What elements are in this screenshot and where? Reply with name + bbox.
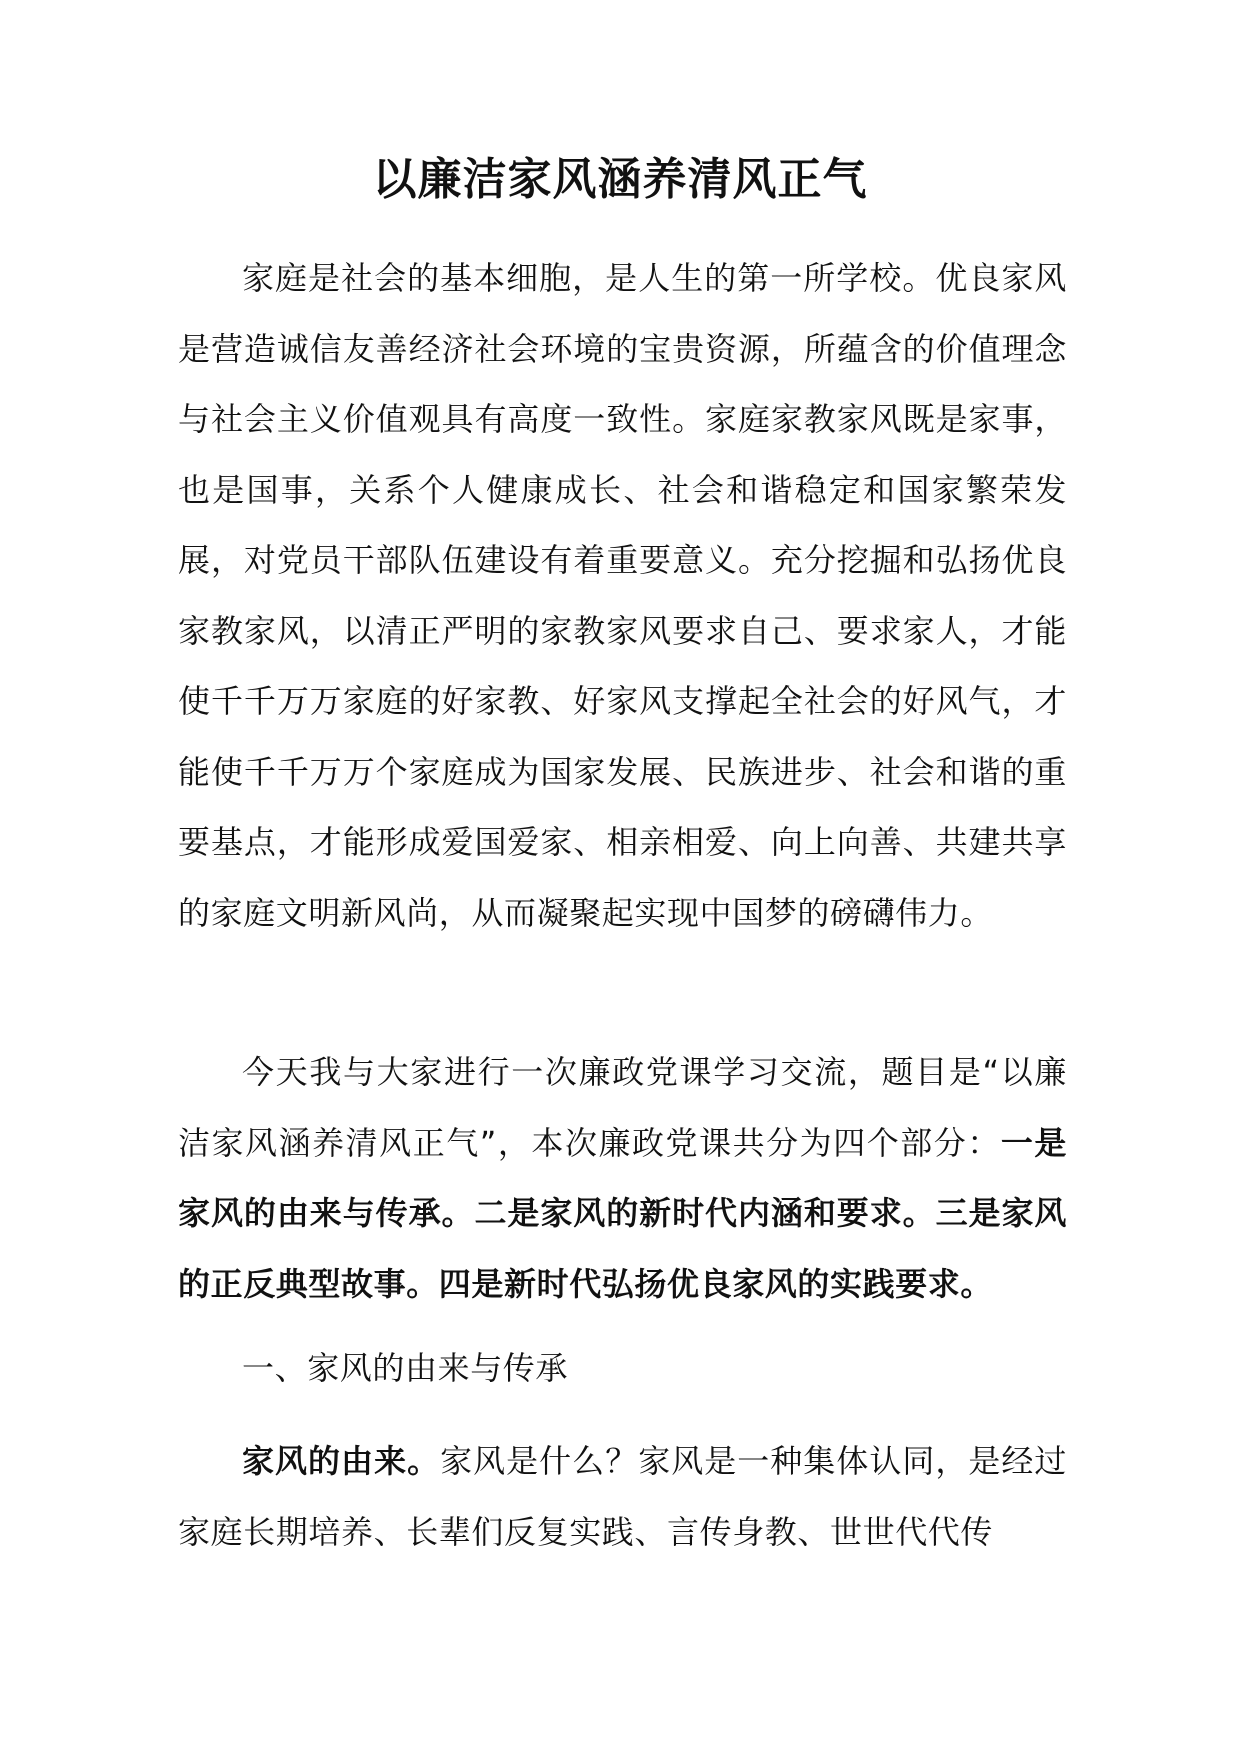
- section-paragraph-lead: 家风的由来。: [242, 1442, 441, 1480]
- section-heading: 一、家风的由来与传承: [242, 1349, 569, 1387]
- document-title: 以廉洁家风涵养清风正气: [372, 154, 868, 205]
- overview-paragraph-text: 今天我与大家进行一次廉政党课学习交流，题目是“以廉洁家风涵养清风正气”，本次廉政党课共分为四个部分：: [178, 1053, 1067, 1162]
- section-paragraph: [178, 1426, 1067, 1567]
- section-paragraph-text: 家风是什么？家风是一种集体认同，是经过家庭长期培养、长辈们反复实践、言传身教、世世代代传: [178, 1442, 1067, 1551]
- intro-paragraph: 家庭是社会的基本细胞，是人生的第一所学校。优良家风是营造诚信友善经济社会环境的宝贵资源，所蕴含的价值理念与社会主义价值观具有高度一致性。家庭家教家风既是家事，也是国事，关系个人健康成长、社会和谐稳定和国家繁荣发展，对党员干部队伍建设有着重要意义。充分挖掘和弘扬优良家教家风，以清正严明的家教家风要求自己、要求家人，才能使千千万万家庭的好家教、好家风支撑起全社会的好风气，才能使千千万万个家庭成为国家发展、民族进步、社会和谐的重要基点，才能形成爱国爱家、相亲相爱、向上向善、共建共享的家庭文明新风尚，从而凝聚起实现中国梦的磅礴伟力。: [178, 259, 1067, 932]
- overview-paragraph: [178, 1037, 1067, 1319]
- overview-parts-list: 一是家风的由来与传承。二是家风的新时代内涵和要求。三是家风的正反典型故事。四是新时代弘扬优良家风的实践要求。: [178, 1123, 1067, 1303]
